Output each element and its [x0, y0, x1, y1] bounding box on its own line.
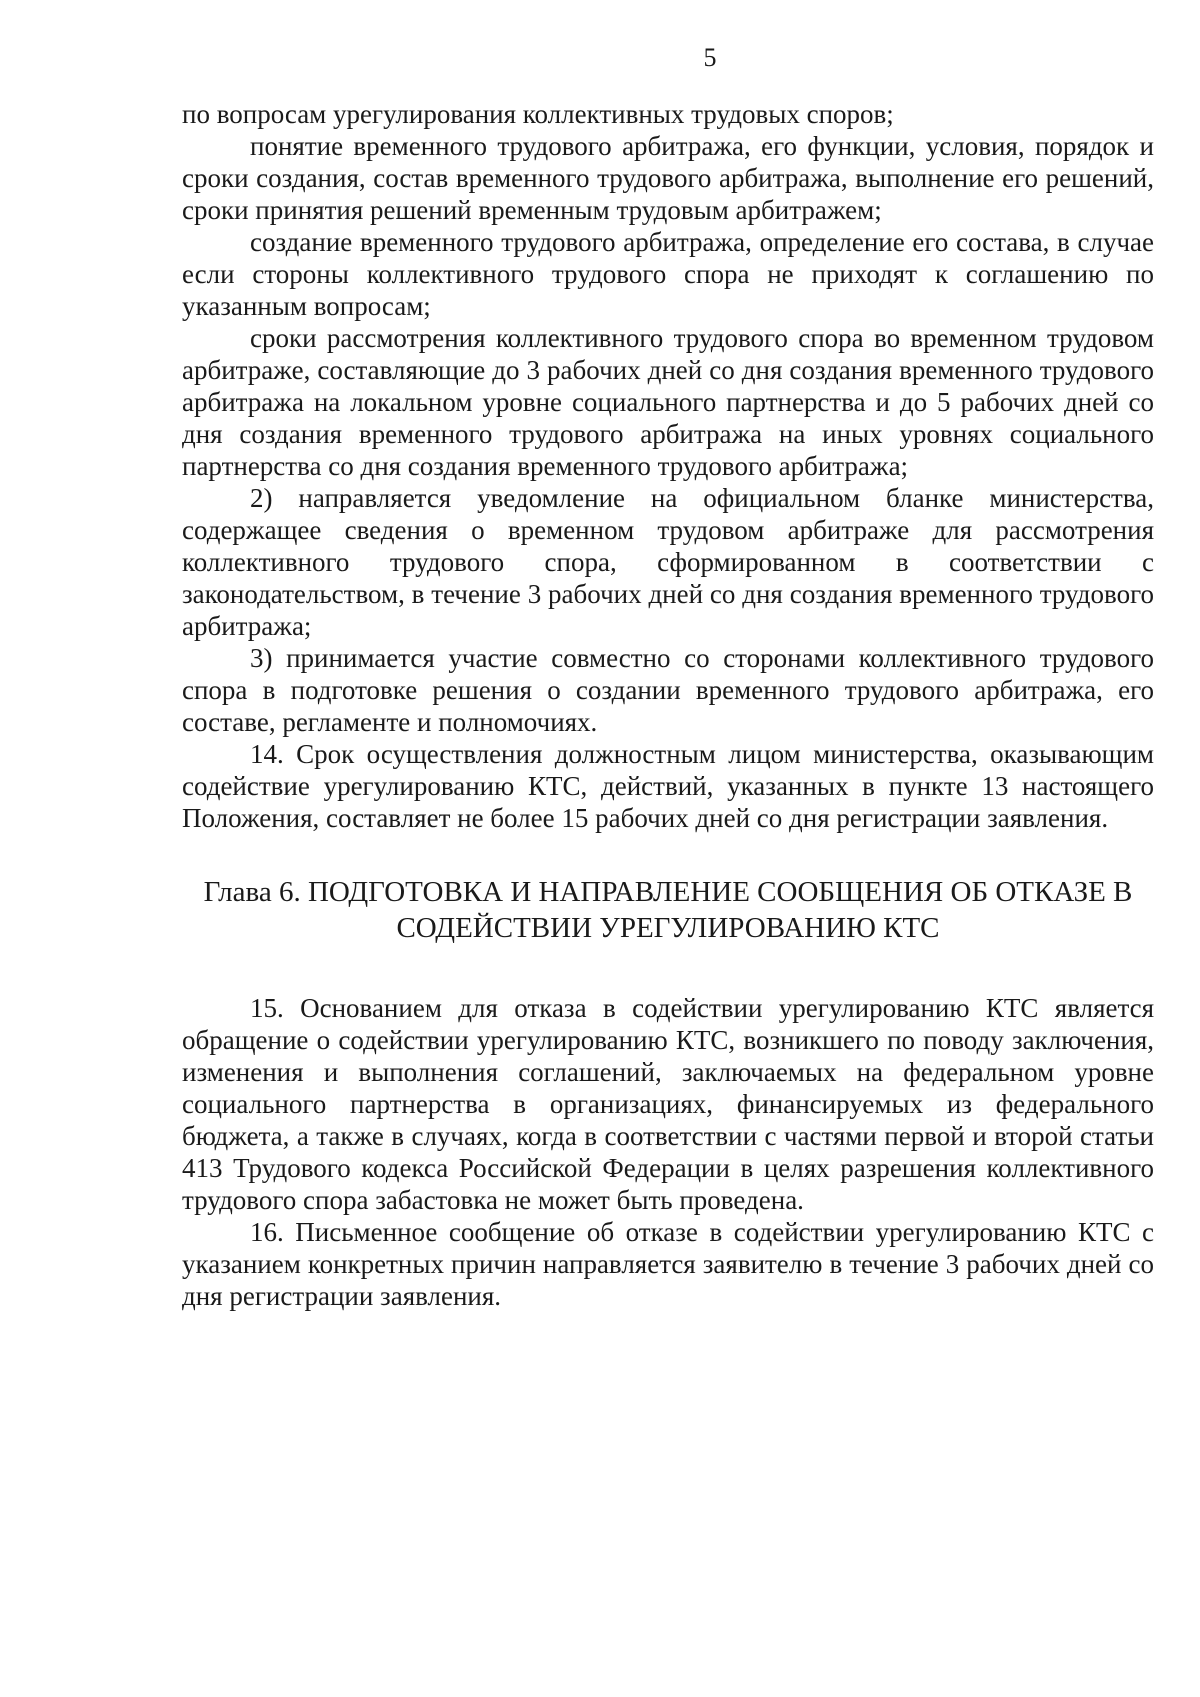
paragraph: 2) направляется уведомление на официальном бланке министерства, содержащее сведения о временном трудовом арбитраже для рассмотрения коллективного трудового спора, сформированном в соответствии с законодательством, в течение 3 рабочих дней со дня создания временного трудового арбитража; [182, 483, 1154, 641]
section-1 [182, 98, 1154, 834]
section-2 [182, 992, 1154, 1312]
paragraph: сроки рассмотрения коллективного трудового спора во временном трудовом арбитраже, составляющие до 3 рабочих дней со дня создания временного трудового арбитража на локальном уровне социального партнерства и до 5 рабочих дней со дня создания временного трудового арбитража на иных уровнях социального партнерства со дня создания временного трудового арбитража; [182, 323, 1154, 481]
page-number: 5 [703, 43, 717, 72]
paragraph: 3) принимается участие совместно со сторонами коллективного трудового спора в подготовке решения о создании временного трудового арбитража, его составе, регламенте и полномочиях. [182, 643, 1154, 737]
document-body [182, 98, 1154, 1312]
paragraph: 15. Основанием для отказа в содействии урегулированию КТС является обращение о содействии урегулированию КТС, возникшего по поводу заключения, изменения и выполнения соглашений, заключаемых на федеральном уровне социального партнерства в организациях, финансируемых из федерального бюджета, а также в случаях, когда в соответствии с частями первой и второй статьи 413 Трудового кодекса Российской Федерации в целях разрешения коллективного трудового спора забастовка не может быть проведена. [182, 993, 1154, 1215]
paragraph: создание временного трудового арбитража, определение его состава, в случае если стороны коллективного трудового спора не приходят к соглашению по указанным вопросам; [182, 227, 1154, 321]
paragraph: по вопросам урегулирования коллективных трудовых споров; [182, 99, 894, 129]
paragraph: 14. Срок осуществления должностным лицом министерства, оказывающим содействие урегулированию КТС, действий, указанных в пункте 13 настоящего Положения, составляет не более 15 рабочих дней со дня регистрации заявления. [182, 739, 1154, 833]
chapter-heading-line-2: СОДЕЙСТВИИ УРЕГУЛИРОВАНИЮ КТС [396, 912, 940, 944]
paragraph: понятие временного трудового арбитража, его функции, условия, порядок и сроки создания, состав временного трудового арбитража, выполнение его решений, сроки принятия решений временным трудовым арбитражем; [182, 131, 1154, 225]
chapter-heading [182, 874, 1154, 946]
paragraph: 16. Письменное сообщение об отказе в содействии урегулированию КТС с указанием конкретных причин направляется заявителю в течение 3 рабочих дней со дня регистрации заявления. [182, 1217, 1154, 1311]
chapter-heading-line-1: Глава 6. ПОДГОТОВКА И НАПРАВЛЕНИЕ СООБЩЕНИЯ ОБ ОТКАЗЕ В [203, 876, 1133, 908]
spacer [182, 946, 1154, 992]
